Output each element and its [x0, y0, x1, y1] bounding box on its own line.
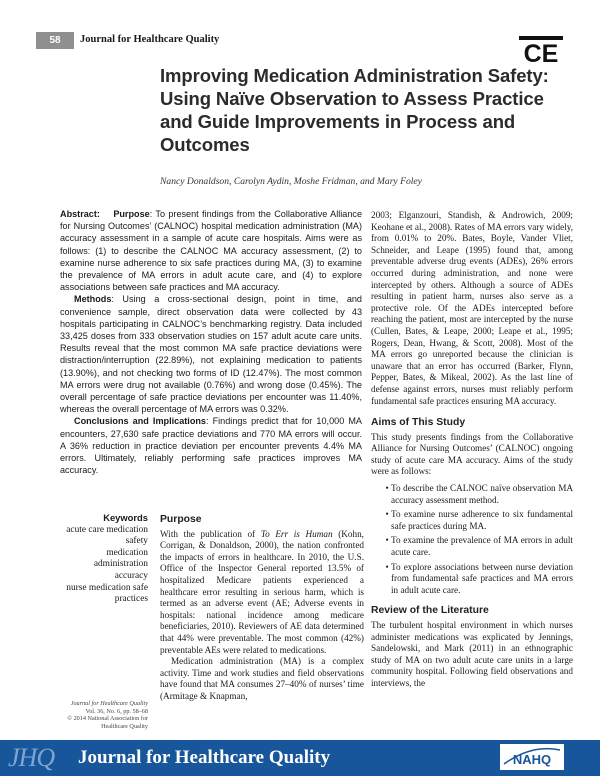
keyword-item: acute care medication	[66, 524, 148, 535]
conclusions-text: : Findings predict that for 10,000 MA encounters, 27,630 safe practice deviations and 770 MA errors will occur. A 36% reduction in practice deviation per encounter prevents 4.4% MA errors. Ultimately, reliably performing safe practices improves MA accuracy.	[60, 416, 362, 476]
keyword-item: safety	[125, 536, 148, 547]
page-number: 58	[36, 32, 74, 49]
running-head: Journal for Healthcare Quality	[80, 34, 220, 45]
methods-text: : Using a cross-sectional design, point in time, and convenience sample, direct observation data were collected by 43 hospitals participating in CALNOC’s benchmarking registry. Data included 33,425 doses from 333 observation studies on 157 adult acute care units. Results reveal that the most common MA safe practice deviations were distraction/interruption (22.89%), not explaining medication to patients (13.90%), and not checking two forms of ID (12.47%). The most common MA errors were drug not available (0.76%) and wrong dose (0.45%). The overall percentage of safe practice deviations per encounter was 11.40%, whereas the overall percentage of MA errors was 0.32%.	[60, 294, 362, 415]
aims-list-item: • To examine nurse adherence to six fundamental safe practices during MA.	[391, 509, 573, 532]
footnote-copyright-cont: Healthcare Quality	[101, 722, 148, 730]
review-paragraph: The turbulent hospital environment in which nurses administer medications was explicated by Jennings, Sandelowski, and Mark (2011) in an ethnographic study of MA on two adult acute care units in a large community hospital. Following field observations and interviews, the	[371, 620, 573, 688]
keyword-item: accuracy	[114, 570, 148, 581]
keyword-item: administration	[93, 559, 148, 570]
aims-list-item: • To examine the prevalence of MA errors in adult acute care.	[391, 535, 573, 558]
author-list: Nancy Donaldson, Carolyn Aydin, Moshe Fridman, and Mary Foley	[160, 176, 422, 187]
aims-heading: Aims of This Study	[371, 417, 466, 429]
continued-paragraph: 2003; Elganzouri, Standish, & Androwich, 2009; Keohane et al., 2008). Rates of MA errors vary widely, from 0.01% to 20%. Bates, Boyle, Vander Vliet, Schneider, and Leape (1995) found that, among preventable adverse drug events (ADEs), 26% errors occurred during administration, and none were intercepted by others. Although a source of ADEs resulting in patient harm, nurses also serve as a protective role. Of the ADEs intercepted before reaching the patient, most are intercepted by the nurse (Cullen, Bates, & Leape, 2000; Leape et al., 1995; Rogers, Dean, Hwang, & Scott, 2008). Most of the MA errors go unreported because the clinician is unaware that an error has occurred (Barker, Flynn, Pepper, Bates, & Mikeal, 2002). As the last line of defense against errors, nurses must reliably perform fundamental safe practices ensuring MA accuracy.	[371, 210, 573, 406]
book-title: To Err is Human	[260, 528, 333, 539]
jhq-logo: JHQ	[8, 743, 55, 772]
body-column-right	[371, 210, 573, 690]
keyword-item: nurse medication safe	[66, 582, 148, 593]
aims-intro: This study presents findings from the Collaborative Alliance for Nursing Outcomes’ (CALNOC) ongoing study of acute care MA accuracy. Aims of the study were as follows:	[371, 431, 573, 477]
purpose-paragraph-2: Medication administration (MA) is a complex activity. Time and work studies and field observations have found that MA consumes 27–40% of nurses’ time (Armitage & Knapman,	[160, 656, 364, 701]
nahq-logo-text: NAHQ	[512, 752, 552, 767]
nahq-logo-icon	[500, 744, 564, 770]
abstract-purpose	[60, 208, 362, 293]
purpose-label: Purpose	[113, 209, 150, 219]
purpose-paragraph-1: With the publication of To Err is Human (Kohn, Corrigan, & Donaldson, 2000), the nation confronted the impacts of errors in healthcare. In 2010, the U.S. Office of the Inspector General reported 13.5% of hospitalized Medicare patients experienced a healthcare error resulting in serious harm, which is termed as an adverse event (AE; Adverse events in hospitals: national incidence among medicare beneficiaries, 2010). Reviewers of AE data determined that 44% were preventable. The most common (42%) preventable AEs were related to medications.	[160, 528, 364, 655]
abstract-methods	[60, 293, 362, 415]
footnote-journal: Journal for Healthcare Quality	[70, 700, 148, 707]
footnote-copyright: © 2014 National Association for	[67, 715, 148, 723]
aims-list-item: • To describe the CALNOC naïve observation MA accuracy assessment method.	[391, 483, 573, 506]
body-column-left	[160, 514, 364, 703]
aims-list-item: • To explore associations between nurse deviation from fundamental safe practices and MA errors in adult acute care.	[391, 562, 573, 597]
purpose-heading: Purpose	[160, 514, 202, 525]
ce-badge-icon	[519, 36, 563, 64]
banner-title: Journal for Healthcare Quality	[78, 747, 331, 768]
footnote-volume: Vol. 36, No. 6, pp. 58–68	[85, 707, 148, 715]
abstract-label: Abstract:	[60, 209, 100, 219]
keyword-item: medication	[106, 547, 148, 558]
ce-badge-text: CE	[523, 40, 559, 64]
article-title: Improving Medication Administration Safety: Using Naïve Observation to Assess Practice and Guide Improvements in Process and Outcomes	[160, 65, 549, 155]
purpose-text: : To present findings from the Collaborative Alliance for Nursing Outcomes’ (CALNOC) hospital medication administration (MA) accuracy assessment in a sample of acute care hospitals. Aims were as follows: (1) to describe the CALNOC MA accuracy assessment, (2) to examine nurse adherence to six safe practices during MA, (3) to examine the prevalence of MA errors in adult acute care, and (4) to explore associations between safe practices and MA accuracy.	[60, 209, 363, 293]
keywords-box	[40, 512, 148, 606]
review-heading: Review of the Literature	[371, 605, 489, 617]
journal-footnote	[40, 700, 148, 730]
conclusions-label: Conclusions and Implications	[74, 416, 206, 427]
keywords-heading: Keywords	[103, 512, 148, 523]
aims-list	[371, 483, 573, 596]
abstract-conclusions	[60, 415, 362, 476]
methods-label: Methods	[74, 294, 112, 305]
keyword-item: practices	[114, 594, 148, 605]
abstract	[60, 208, 362, 476]
